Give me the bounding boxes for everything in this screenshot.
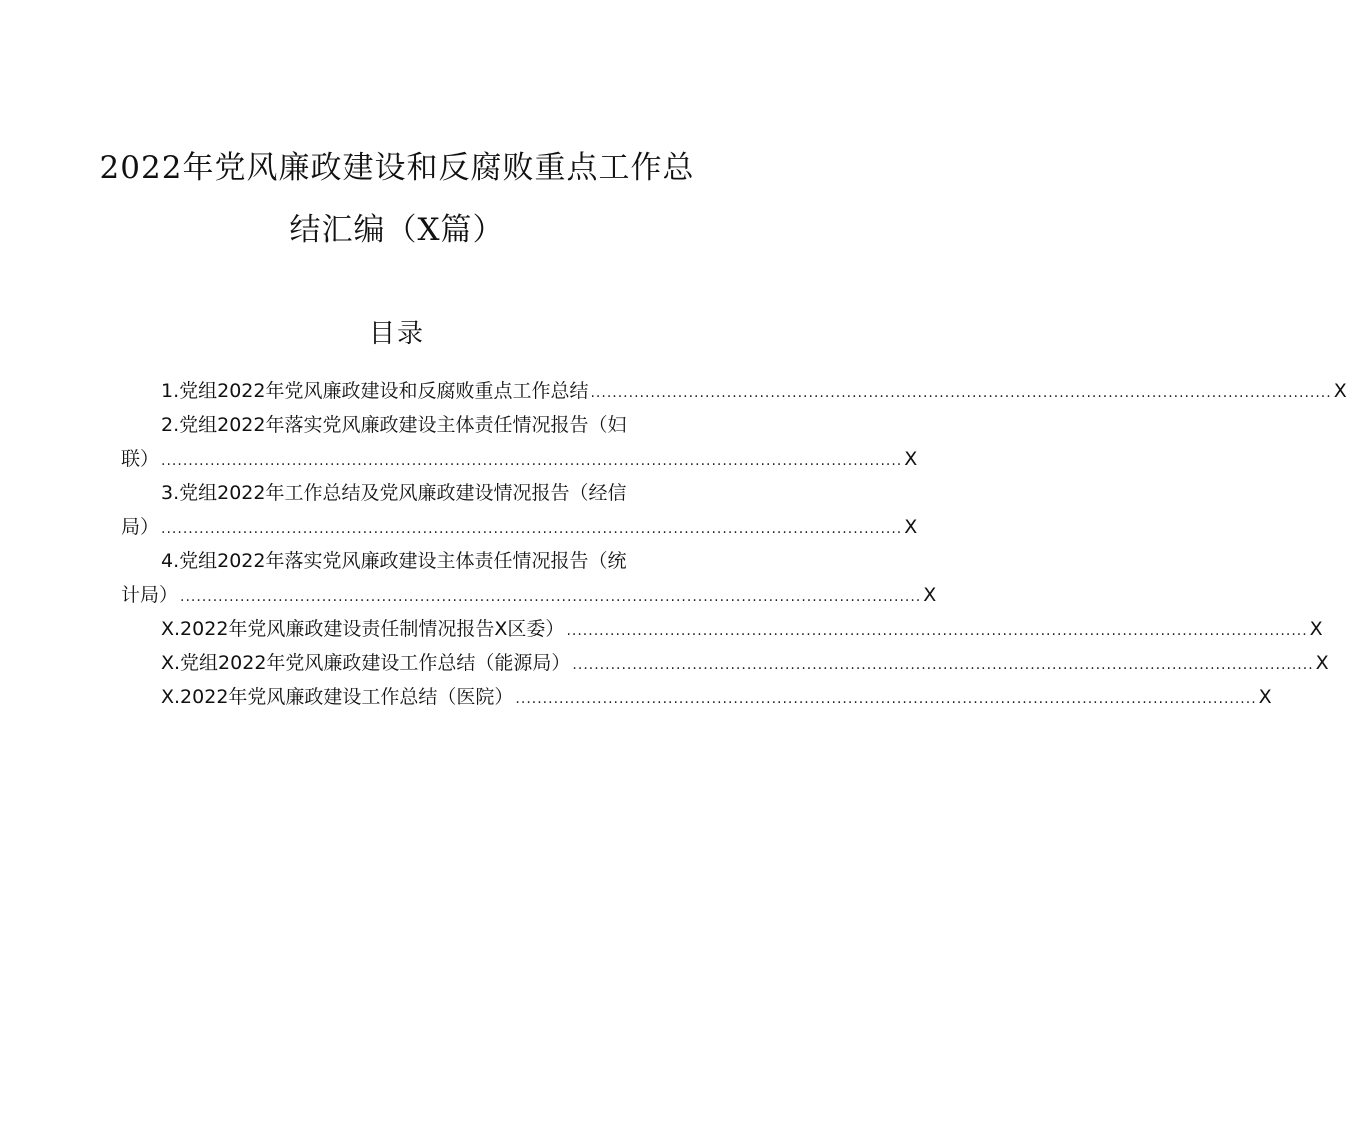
toc-entry-line-2[interactable] <box>121 578 937 612</box>
toc-leader-dots: ........................................................................................................................................ <box>161 453 903 469</box>
toc-entry-text: X.2022年党风廉政建设工作总结（医院） <box>161 686 514 708</box>
toc-page-number: X <box>904 516 918 538</box>
toc-entry-text: 联） <box>121 448 160 470</box>
toc-leader-dots: ........................................................................................................................................ <box>566 623 1308 639</box>
toc-page-number: X <box>1315 652 1329 674</box>
toc-entry-line-2[interactable] <box>121 510 918 544</box>
toc-entry-line-1[interactable]: 3.党组2022年工作总结及党风廉政建设情况报告（经信 <box>161 482 627 504</box>
toc-page-number: X <box>1258 686 1272 708</box>
toc-leader-dots: ........................................................................................................................................ <box>161 521 903 537</box>
toc-entry-line-1[interactable]: 2.党组2022年落实党风廉政建设主体责任情况报告（妇 <box>161 414 627 436</box>
toc-heading: 目录 <box>368 319 425 349</box>
toc-entry[interactable] <box>121 680 1272 714</box>
toc-entry[interactable] <box>121 646 1329 680</box>
document-title-line-2: 结汇编（X篇） <box>289 212 505 248</box>
toc-leader-dots: ........................................................................................................................................ <box>590 385 1332 401</box>
toc-page-number: X <box>1309 618 1323 640</box>
toc-leader-dots: ........................................................................................................................................ <box>515 691 1257 707</box>
toc-entry-text: X.2022年党风廉政建设责任制情况报告X区委） <box>161 618 565 640</box>
toc-leader-dots: ........................................................................................................................................ <box>572 657 1314 673</box>
toc-entry[interactable] <box>121 374 1347 408</box>
toc-page-number: X <box>1333 380 1347 402</box>
toc-entry-text: 1.党组2022年党风廉政建设和反腐败重点工作总结 <box>161 380 589 402</box>
toc-entry-text: 计局） <box>121 584 179 606</box>
toc-entry-text: 局） <box>121 516 160 538</box>
table-of-contents <box>121 374 1347 714</box>
toc-page-number: X <box>904 448 918 470</box>
toc-leader-dots: ........................................................................................................................................ <box>180 589 922 605</box>
toc-entry-text: X.党组2022年党风廉政建设工作总结（能源局） <box>161 652 571 674</box>
toc-entry[interactable] <box>121 612 1323 646</box>
toc-page-number: X <box>923 584 937 606</box>
toc-entry-line-2[interactable] <box>121 442 918 476</box>
toc-entry-line-1[interactable]: 4.党组2022年落实党风廉政建设主体责任情况报告（统 <box>161 550 627 572</box>
document-title-line-1: 2022年党风廉政建设和反腐败重点工作总 <box>99 150 695 186</box>
